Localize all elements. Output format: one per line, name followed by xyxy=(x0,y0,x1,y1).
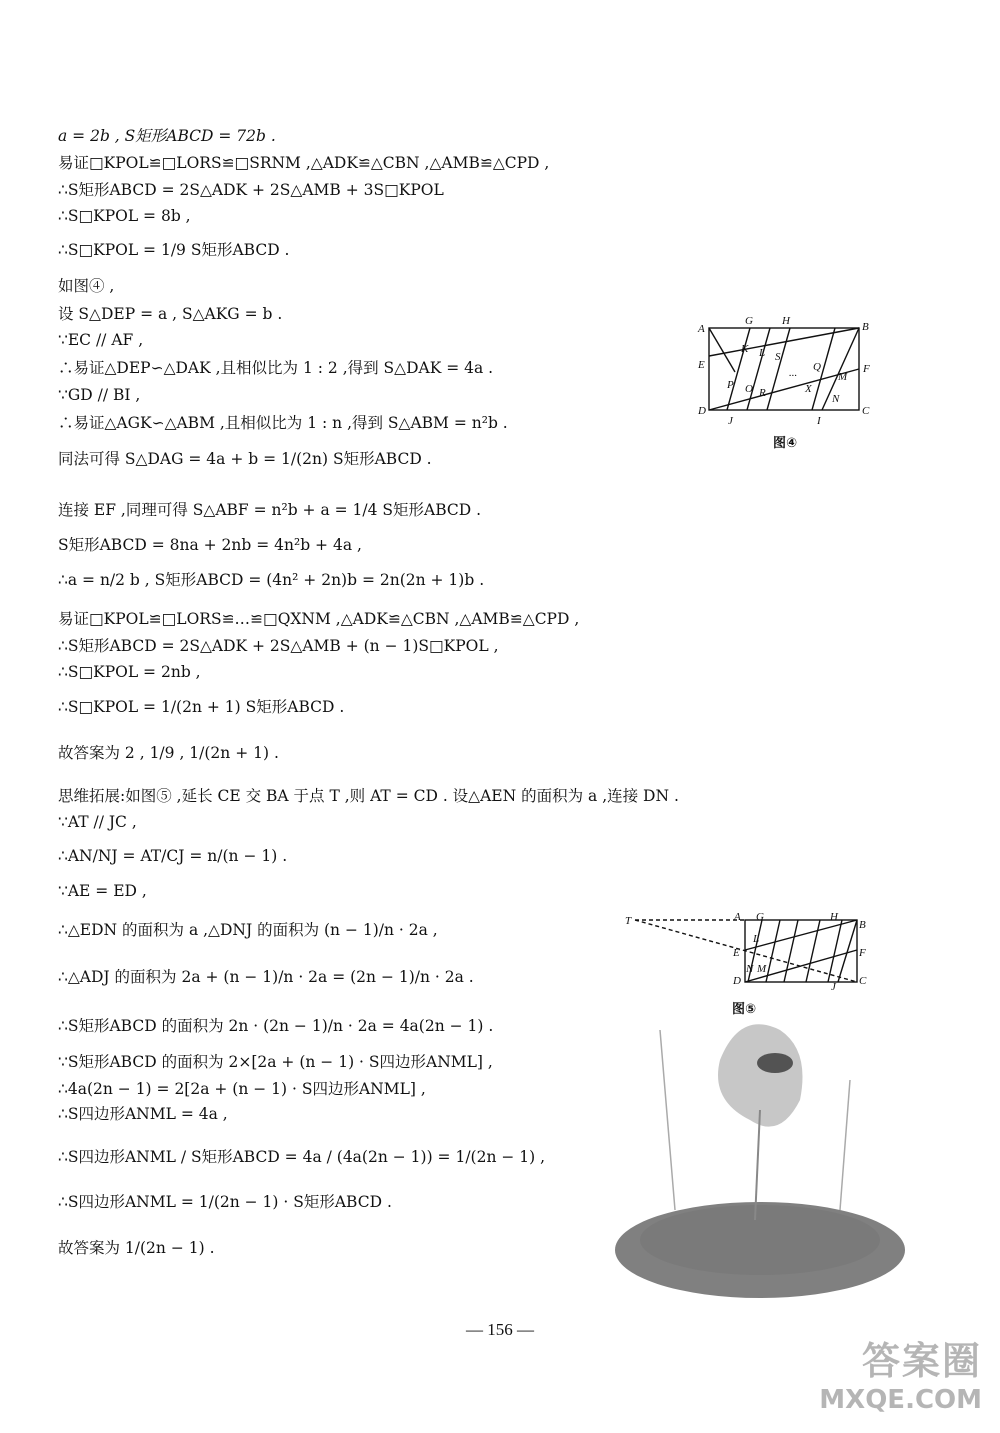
text-line: ∴S□KPOL = 1/9 S矩形ABCD . xyxy=(58,241,290,259)
text-line: ∵AT // JC , xyxy=(58,813,137,831)
label-j: J xyxy=(831,981,836,990)
text-line: ∴S□KPOL = 2nb , xyxy=(58,663,201,681)
figure-4-diagram xyxy=(695,312,880,432)
label-n: N xyxy=(746,963,754,975)
label-f: F xyxy=(863,363,870,375)
label-m: M xyxy=(757,963,767,975)
label-g: G xyxy=(745,315,753,327)
text-line: 故答案为 2 , 1/9 , 1/(2n + 1) . xyxy=(58,744,279,762)
label-s: S xyxy=(775,351,781,363)
figure-4-caption: 图④ xyxy=(773,436,798,451)
label-l: L xyxy=(759,347,766,359)
label-l: L xyxy=(753,933,760,945)
figure-5-diagram xyxy=(620,910,880,990)
text-line: ∴S四边形ANML / S矩形ABCD = 4a / (4a(2n − 1)) = 1/(2n − 1) , xyxy=(58,1148,546,1166)
text-line: a = 2b , S矩形ABCD = 72b . xyxy=(58,127,276,145)
text-line: S矩形ABCD = 8na + 2nb = 4n²b + 4a , xyxy=(58,536,362,554)
text-line: 易证□KPOL≌□LORS≌…≌□QXNM ,△ADK≌△CBN ,△AMB≌△CPD , xyxy=(58,610,580,628)
label-o: O xyxy=(745,383,753,395)
text-line: ∴易证△DEP∽△DAK ,且相似比为 1 : 2 ,得到 S△DAK = 4a . xyxy=(58,359,494,377)
line-g-j xyxy=(727,328,750,410)
text-line: ∴S四边形ANML = 1/(2n − 1) · S矩形ABCD . xyxy=(58,1193,392,1211)
text-line: ∴S矩形ABCD = 2S△ADK + 2S△AMB + (n − 1)S□KPOL , xyxy=(58,637,499,655)
watermark-title: 答案圈 xyxy=(861,1339,982,1383)
text-line: ∴S四边形ANML = 4a , xyxy=(58,1105,228,1123)
text-line: ∴AN/NJ = AT/CJ = n/(n − 1) . xyxy=(58,847,288,865)
label-h: H xyxy=(782,315,790,327)
text-line: 设 S△DEP = a , S△AKG = b . xyxy=(58,305,283,323)
text-line: ∵S矩形ABCD 的面积为 2×[2a + (n − 1) · S四边形ANML] , xyxy=(58,1053,493,1071)
label-a: A xyxy=(734,911,741,923)
figure-5-caption: 图⑤ xyxy=(732,1002,757,1017)
text-line: ∴4a(2n − 1) = 2[2a + (n − 1) · S四边形ANML] , xyxy=(58,1080,426,1098)
text-line: 故答案为 1/(2n − 1) . xyxy=(58,1239,215,1257)
text-line: ∴易证△AGK∽△ABM ,且相似比为 1 : n ,得到 S△ABM = n²b . xyxy=(58,414,508,432)
label-m: M xyxy=(838,371,848,383)
text-line: 如图④ , xyxy=(58,277,115,295)
label-c: C xyxy=(862,405,870,417)
text-line: ∴a = n/2 b , S矩形ABCD = (4n² + 2n)b = 2n(2n + 1)b . xyxy=(58,571,485,589)
figure-4 xyxy=(695,312,880,452)
label-e: E xyxy=(698,359,705,371)
label-k: K xyxy=(741,343,749,355)
text-line: ∴△EDN 的面积为 a ,△DNJ 的面积为 (n − 1)/n · 2a , xyxy=(58,921,438,939)
label-r: R xyxy=(759,387,766,399)
label-g: G xyxy=(756,911,764,923)
text-line: ∵GD // BI , xyxy=(58,386,141,404)
label-c: C xyxy=(859,975,867,987)
text-line: ∴S矩形ABCD = 2S△ADK + 2S△AMB + 3S□KPOL xyxy=(58,181,444,199)
page-number: — 156 — xyxy=(466,1320,534,1339)
label-j: J xyxy=(728,415,733,427)
text-line: 连接 EF ,同理可得 S△ABF = n²b + a = 1/4 S矩形ABCD . xyxy=(58,501,482,519)
label-d: D xyxy=(698,405,706,417)
text-line: ∴S矩形ABCD 的面积为 2n · (2n − 1)/n · 2a = 4a(2n − 1) . xyxy=(58,1017,494,1035)
text-line: 思维拓展:如图⑤ ,延长 CE 交 BA 于点 T ,则 AT = CD . 设△AEN 的面积为 a ,连接 DN . xyxy=(58,787,679,805)
label-e: E xyxy=(733,947,740,959)
text-line: ∴S□KPOL = 1/(2n + 1) S矩形ABCD . xyxy=(58,698,345,716)
label-b: B xyxy=(862,321,869,333)
line-b-i xyxy=(822,328,859,410)
label-q: Q xyxy=(813,361,821,373)
label-n: N xyxy=(832,393,840,405)
label-p: P xyxy=(727,379,734,391)
watermark-url: MXQE.COM xyxy=(819,1385,982,1415)
text-line: ∵AE = ED , xyxy=(58,882,147,900)
label-f: F xyxy=(859,947,866,959)
text-line: 易证□KPOL≌□LORS≌□SRNM ,△ADK≌△CBN ,△AMB≌△CPD , xyxy=(58,154,550,172)
text-line: 同法可得 S△DAG = 4a + b = 1/(2n) S矩形ABCD . xyxy=(58,450,432,468)
text-line: ∴△ADJ 的面积为 2a + (n − 1)/n · 2a = (2n − 1)/n · 2a . xyxy=(58,968,474,986)
text-line: ∵EC // AF , xyxy=(58,331,144,349)
label-b: B xyxy=(859,919,866,931)
label-x: X xyxy=(805,383,812,395)
figure-5 xyxy=(620,910,880,1020)
label-i: I xyxy=(817,415,821,427)
label-t: T xyxy=(625,915,632,927)
lotus-illustration xyxy=(600,990,920,1300)
label-h: H xyxy=(830,911,838,923)
label-d: D xyxy=(733,975,741,987)
text-line: ∴S□KPOL = 8b , xyxy=(58,207,191,225)
label-dots: ... xyxy=(789,367,798,379)
watermark xyxy=(819,1330,982,1415)
label-a: A xyxy=(698,323,705,335)
